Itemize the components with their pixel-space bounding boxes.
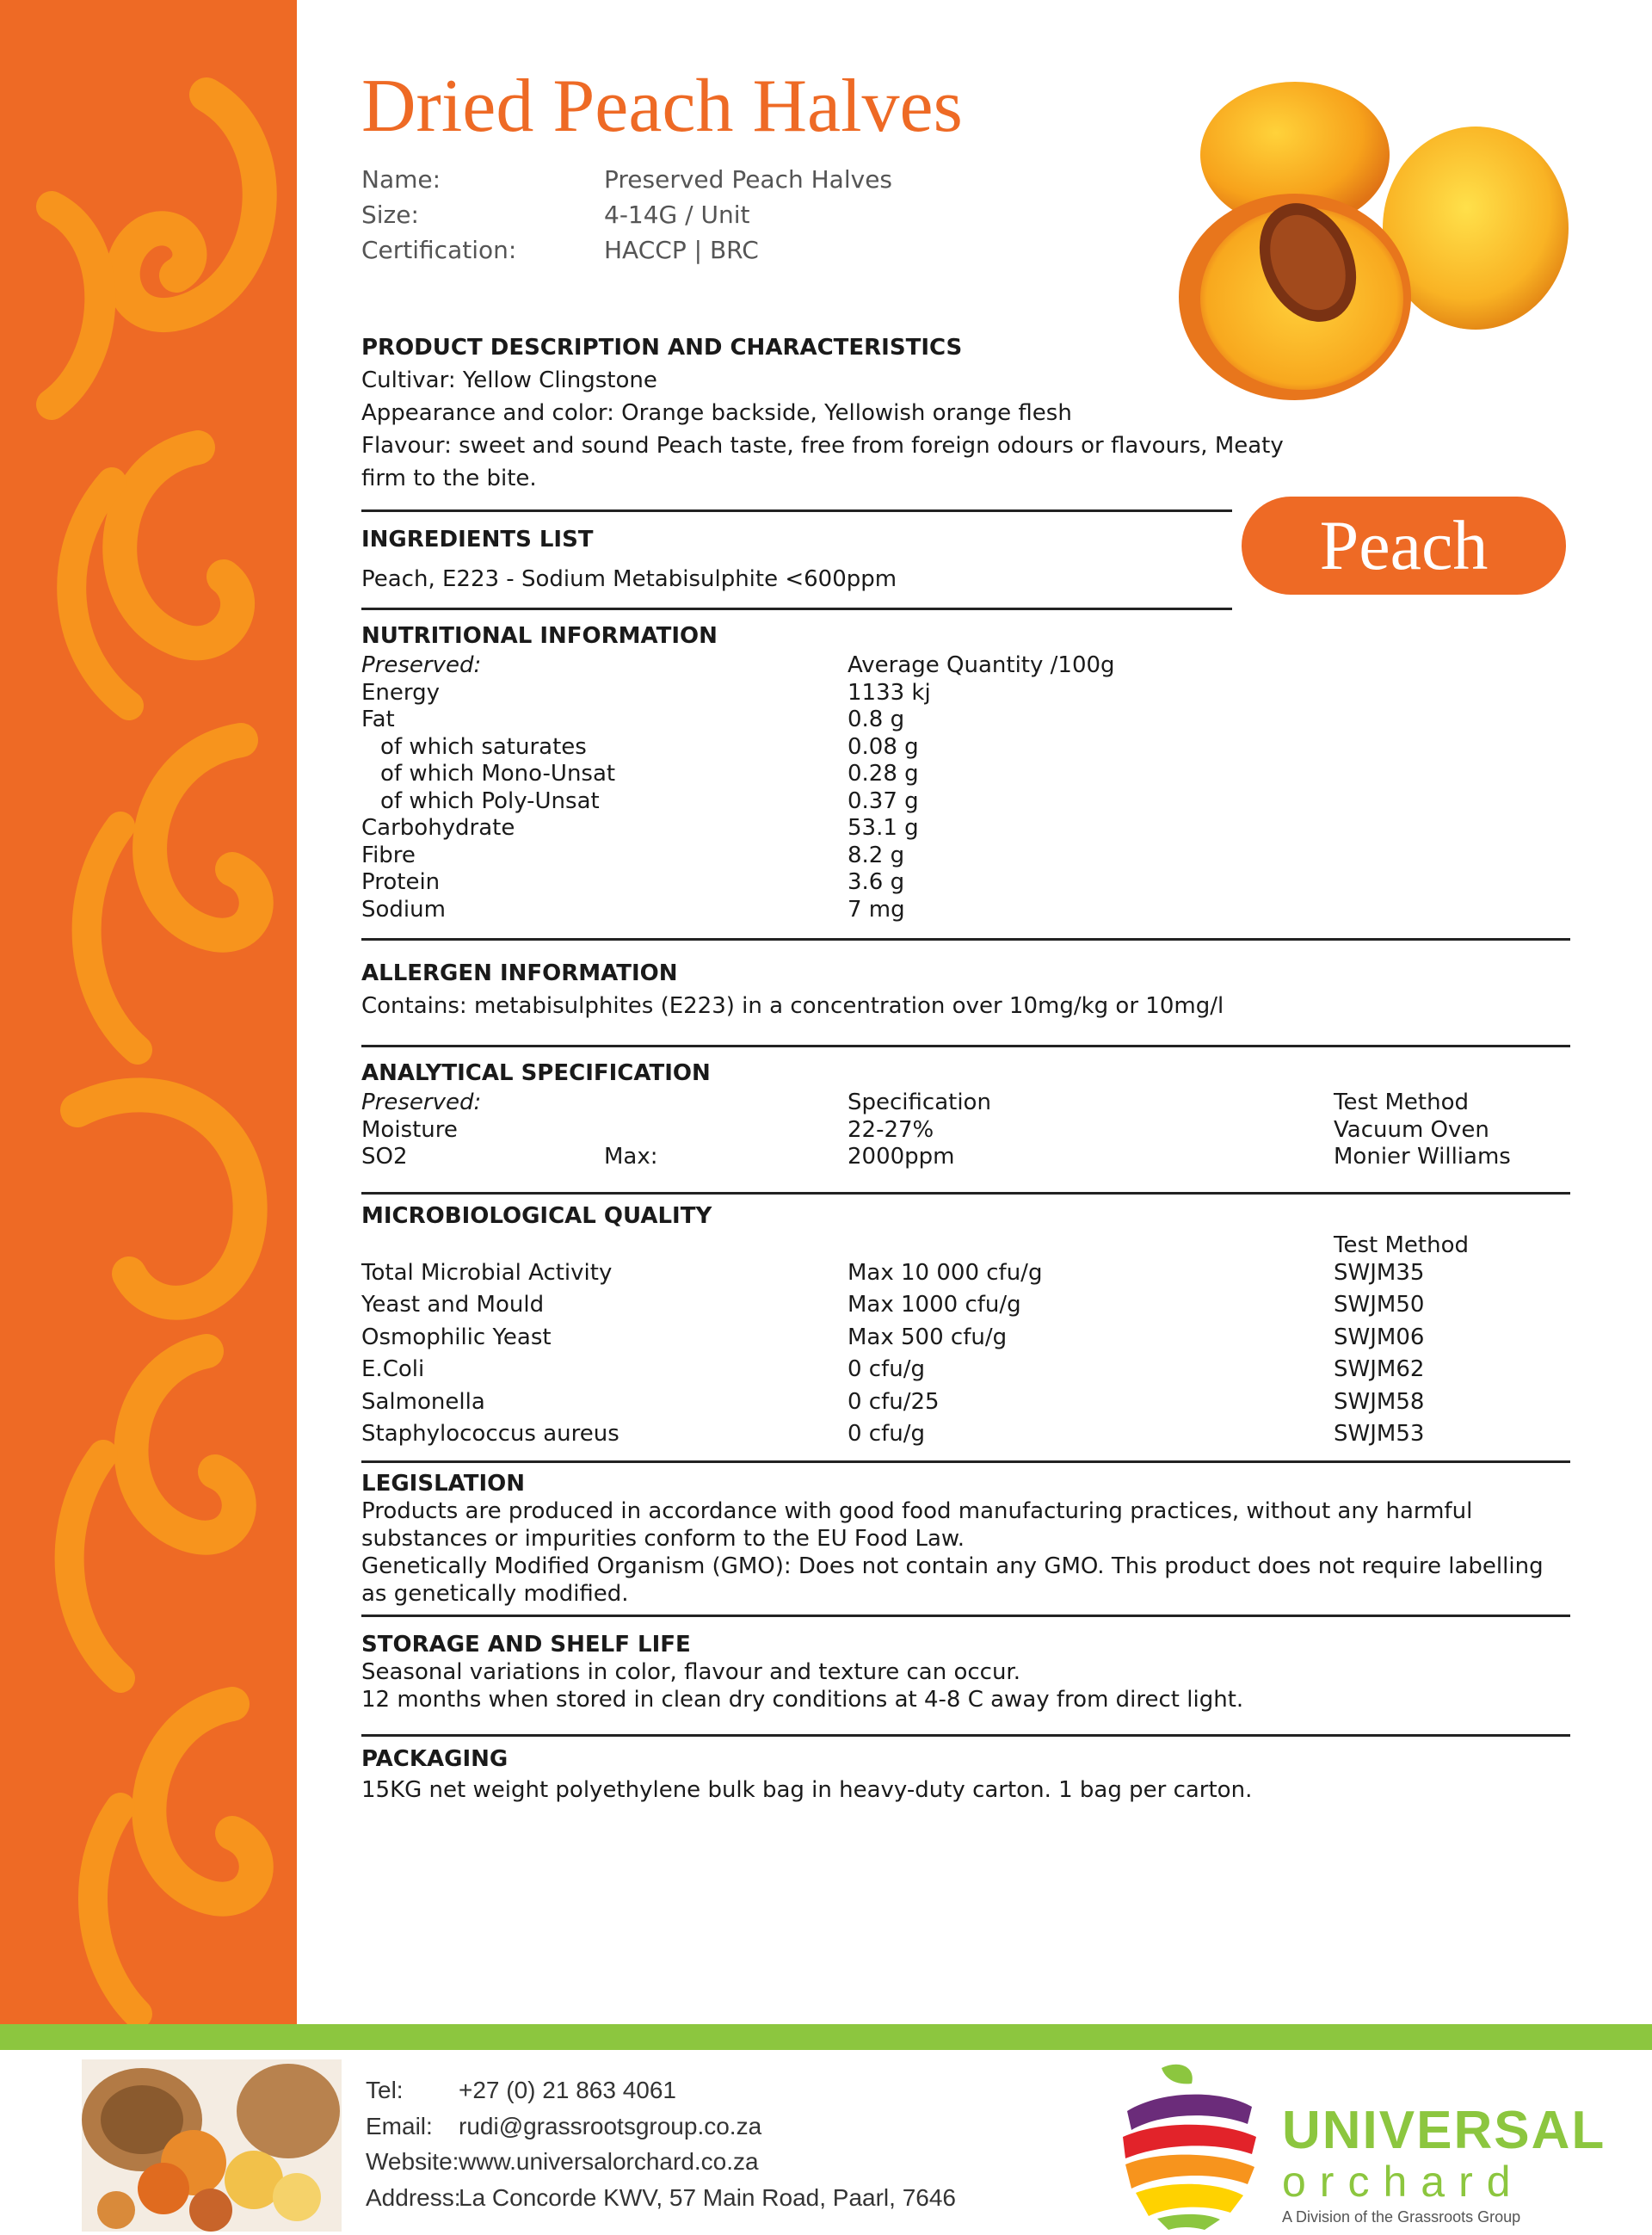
- storage-section: [361, 1631, 1243, 1713]
- contact-row: [366, 2072, 956, 2108]
- storage-line: Seasonal variations in color, flavour and texture can occur.: [361, 1659, 1020, 1685]
- nutrition-table: [361, 652, 1192, 923]
- nutrient-value: 1133 kj: [848, 679, 931, 706]
- contact-label: Email:: [366, 2112, 433, 2139]
- section-heading: PACKAGING: [361, 1746, 509, 1772]
- param-name: Moisture: [361, 1116, 458, 1143]
- nutrient-name: Fat: [361, 707, 395, 732]
- nutrition-column-header: Average Quantity /100g: [848, 652, 1115, 678]
- contact-row: [366, 2180, 956, 2216]
- divider: [361, 608, 1232, 610]
- contact-label: Website:: [366, 2148, 459, 2175]
- swirl-pattern: [0, 0, 297, 2024]
- micro-method-row: [361, 1233, 1592, 1257]
- website-link[interactable]: www.universalorchard.co.za: [459, 2148, 759, 2175]
- divider: [361, 509, 1232, 512]
- param-spec: 2000ppm: [848, 1144, 955, 1170]
- nutrient-value: 7 mg: [848, 896, 905, 923]
- nutrient-name: Energy: [361, 679, 441, 706]
- micro-value: 0 cfu/g: [848, 1356, 925, 1382]
- nutrient-value: 0.08 g: [848, 733, 919, 760]
- decorative-sidebar: [0, 0, 297, 2024]
- section-heading: ANALYTICAL SPECIFICATION: [361, 1060, 711, 1086]
- micro-value: 0 cfu/g: [848, 1421, 925, 1447]
- legislation-line: Products are produced in accordance with good food manufacturing practices, without any harmful: [361, 1498, 1473, 1524]
- micro-value: 0 cfu/25: [848, 1388, 940, 1415]
- legislation-line: as genetically modified.: [361, 1581, 629, 1607]
- analytical-label: Preserved:: [361, 1090, 482, 1115]
- contact-label: Address:: [366, 2183, 461, 2211]
- section-heading: LEGISLATION: [361, 1471, 526, 1497]
- address-text: La Concorde KWV, 57 Main Road, Paarl, 7646: [459, 2183, 956, 2211]
- micro-name: Salmonella: [361, 1388, 485, 1415]
- category-badge: Peach: [1242, 497, 1566, 595]
- description-line: Flavour: sweet and sound Peach taste, free from foreign odours or flavours, Meaty: [361, 433, 1284, 459]
- nutrient-value: 8.2 g: [848, 842, 905, 868]
- nutrient-name: Fibre: [361, 842, 416, 868]
- param-spec: 22-27%: [848, 1116, 934, 1143]
- micro-name: Yeast and Mould: [361, 1292, 545, 1318]
- section-heading: NUTRITIONAL INFORMATION: [361, 623, 718, 649]
- contact-row: [366, 2108, 956, 2145]
- method-header: Test Method: [1334, 1232, 1469, 1258]
- legislation-section: [361, 1470, 1544, 1608]
- micro-method: SWJM50: [1334, 1292, 1425, 1318]
- allergen-section: [361, 957, 1224, 1022]
- nutrient-value: 0.8 g: [848, 707, 905, 732]
- brand-name: UNIVERSAL: [1282, 2101, 1606, 2160]
- divider: [361, 1192, 1570, 1195]
- nutrient-name: of which saturates: [380, 733, 587, 760]
- legislation-line: substances or impurities conform to the EU Food Law.: [361, 1526, 965, 1552]
- page-title: Dried Peach Halves: [361, 65, 963, 148]
- micro-value: Max 1000 cfu/g: [848, 1292, 1021, 1318]
- micro-name: Staphylococcus aureus: [361, 1421, 620, 1447]
- micro-value: Max 10 000 cfu/g: [848, 1259, 1043, 1286]
- phone-number: +27 (0) 21 863 4061: [459, 2077, 676, 2103]
- nutrition-section: [361, 620, 1192, 923]
- brand-logo-icon: [1110, 2059, 1273, 2232]
- micro-header-row: [361, 1201, 1592, 1233]
- micro-section: [361, 1201, 1592, 1451]
- micro-value: Max 500 cfu/g: [848, 1324, 1008, 1350]
- detail-key: Size:: [361, 201, 419, 229]
- storage-line: 12 months when stored in clean dry conditions at 4-8 C away from direct light.: [361, 1687, 1244, 1713]
- analytical-section: [361, 1057, 1592, 1171]
- nutrient-name: Carbohydrate: [361, 815, 515, 841]
- nutrient-name: of which Poly-Unsat: [380, 787, 600, 814]
- param-method: Vacuum Oven: [1334, 1116, 1489, 1143]
- micro-table: [361, 1257, 1592, 1451]
- divider: [361, 1045, 1570, 1047]
- legislation-line: Genetically Modified Organism (GMO): Does not contain any GMO. This product does not require labelling: [361, 1553, 1544, 1579]
- detail-key: Certification:: [361, 236, 517, 264]
- nutrient-value: 0.37 g: [848, 787, 919, 814]
- nutrition-label: Preserved:: [361, 652, 482, 678]
- ingredients-section: [361, 523, 897, 596]
- micro-name: Total Microbial Activity: [361, 1259, 613, 1286]
- param-name-text: SO2: [361, 1144, 408, 1170]
- divider: [361, 1615, 1570, 1617]
- nutrient-name: Sodium: [361, 896, 446, 923]
- section-heading: INGREDIENTS LIST: [361, 527, 594, 553]
- product-details: [361, 162, 892, 268]
- nutrient-value: 0.28 g: [848, 761, 919, 787]
- nutrient-value: 53.1 g: [848, 815, 919, 841]
- detail-value: HACCP | BRC: [604, 236, 759, 264]
- contact-label: Tel:: [366, 2077, 404, 2103]
- detail-row: [361, 197, 892, 232]
- detail-row: [361, 232, 892, 268]
- nutrient-name: of which Mono-Unsat: [380, 761, 616, 787]
- detail-value: 4-14G / Unit: [604, 201, 750, 229]
- spec-header: Specification: [848, 1090, 991, 1115]
- contact-info: [366, 2072, 956, 2215]
- detail-key: Name:: [361, 165, 441, 194]
- micro-method: SWJM58: [1334, 1388, 1425, 1415]
- analytical-table: [361, 1090, 1592, 1171]
- param-name: [361, 1144, 848, 1171]
- detail-row: [361, 162, 892, 197]
- footer-accent-bar: [0, 2024, 1652, 2050]
- divider: [361, 938, 1570, 941]
- section-heading: STORAGE AND SHELF LIFE: [361, 1632, 691, 1658]
- brand-name-sub: orchard: [1282, 2158, 1525, 2206]
- nutrient-name: Protein: [361, 869, 441, 895]
- description-section: [361, 331, 1284, 495]
- param-qualifier: Max:: [604, 1144, 658, 1170]
- email-link[interactable]: rudi@grassrootsgroup.co.za: [459, 2112, 762, 2139]
- nutrient-value: 3.6 g: [848, 869, 905, 895]
- param-method: Monier Williams: [1334, 1144, 1511, 1170]
- micro-method: SWJM06: [1334, 1324, 1425, 1350]
- packaging-section: [361, 1745, 1252, 1804]
- micro-name: Osmophilic Yeast: [361, 1324, 552, 1350]
- dried-fruit-photo: [82, 2059, 342, 2232]
- section-heading: MICROBIOLOGICAL QUALITY: [361, 1203, 712, 1229]
- method-header: Test Method: [1334, 1090, 1469, 1115]
- section-heading: ALLERGEN INFORMATION: [361, 960, 678, 986]
- ingredients-text: Peach, E223 - Sodium Metabisulphite <600ppm: [361, 566, 897, 592]
- section-heading: PRODUCT DESCRIPTION AND CHARACTERISTICS: [361, 335, 963, 361]
- description-line: firm to the bite.: [361, 466, 537, 491]
- micro-method: SWJM62: [1334, 1356, 1425, 1382]
- detail-value: Preserved Peach Halves: [604, 165, 893, 194]
- description-line: Cultivar: Yellow Clingstone: [361, 367, 657, 393]
- packaging-text: 15KG net weight polyethylene bulk bag in heavy-duty carton. 1 bag per carton.: [361, 1777, 1253, 1803]
- micro-method: SWJM53: [1334, 1421, 1425, 1447]
- divider: [361, 1734, 1570, 1737]
- description-line: Appearance and color: Orange backside, Yellowish orange flesh: [361, 400, 1072, 426]
- divider: [361, 1460, 1570, 1463]
- micro-method: SWJM35: [1334, 1259, 1425, 1286]
- allergen-text: Contains: metabisulphites (E223) in a concentration over 10mg/kg or 10mg/l: [361, 993, 1224, 1019]
- micro-name: E.Coli: [361, 1356, 425, 1382]
- contact-row: [366, 2144, 956, 2180]
- brand-tagline: A Division of the Grassroots Group: [1282, 2208, 1521, 2226]
